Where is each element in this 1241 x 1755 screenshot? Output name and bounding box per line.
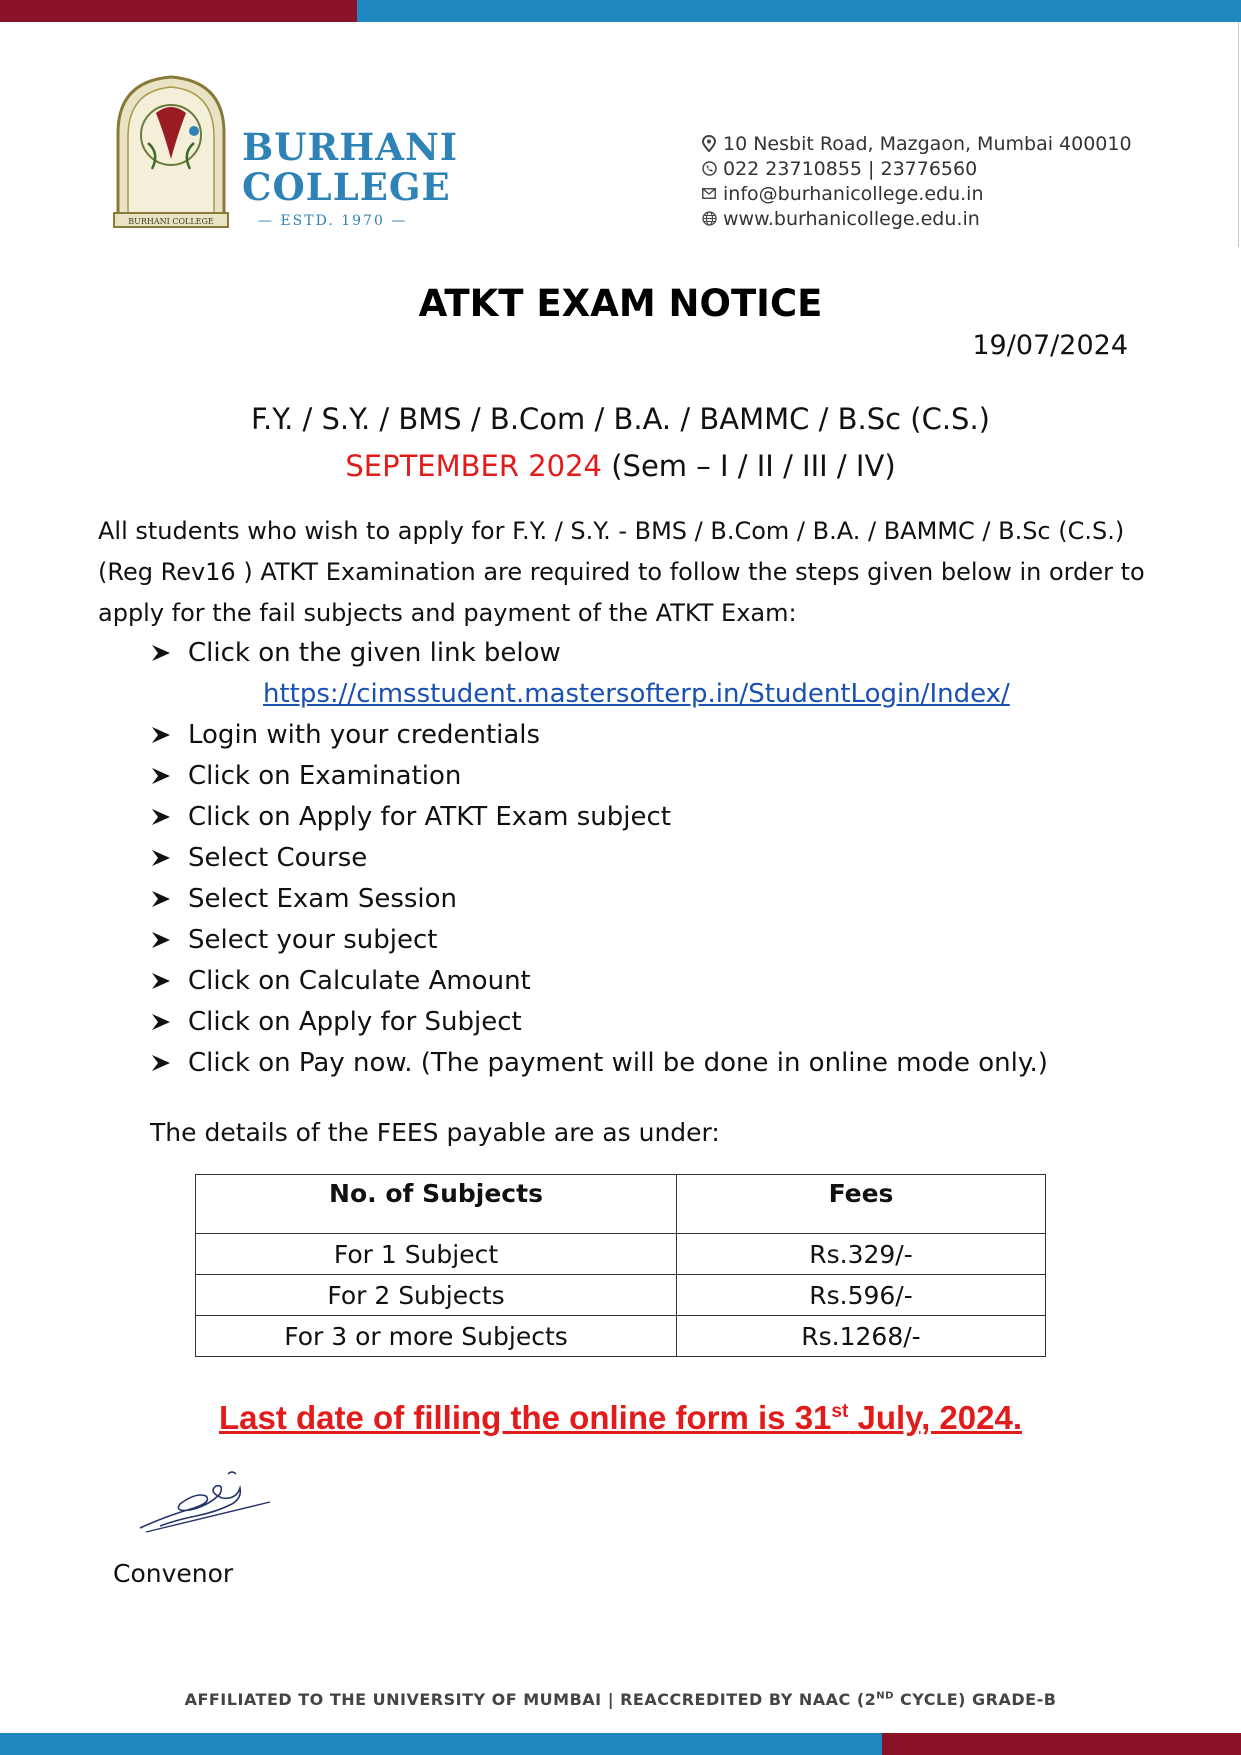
- step-item: [150, 796, 1150, 837]
- arrow-bullet-icon: [150, 726, 172, 744]
- cell-fees: Rs.329/-: [677, 1234, 1046, 1275]
- step-label: Click on Apply for ATKT Exam subject: [188, 801, 671, 832]
- page-edge-line: [1238, 22, 1239, 247]
- bottom-band-blue: [0, 1733, 882, 1755]
- table-row: [196, 1275, 1046, 1316]
- step-item: [150, 960, 1150, 1001]
- table-header-row: [196, 1175, 1046, 1234]
- cell-subjects: For 2 Subjects: [196, 1275, 677, 1316]
- step-label: Click on Examination: [188, 760, 462, 791]
- globe-icon: [700, 210, 718, 228]
- instruction-paragraph: All students who wish to apply for F.Y. / S.Y. - BMS / B.Com / B.A. / BAMMC / B.Sc (C.S.) (Reg Rev16 ) ATKT Examination are required to follow the steps given below in order to apply for the fail subjects and payment of the ATKT Exam:: [98, 517, 1145, 627]
- arrow-bullet-icon: [150, 808, 172, 826]
- footer-text: AFFILIATED TO THE UNIVERSITY OF MUMBAI | REACCREDITED BY NAAC (2: [184, 1690, 877, 1709]
- table-row: [196, 1316, 1046, 1357]
- step-item: [150, 1001, 1150, 1042]
- email-text[interactable]: info@burhanicollege.edu.in: [723, 182, 984, 205]
- address-text: 10 Nesbit Road, Mazgaon, Mumbai 400010: [723, 132, 1132, 155]
- arrow-bullet-icon: [150, 1013, 172, 1031]
- step-list: [150, 632, 1150, 1083]
- step-item: [150, 714, 1150, 755]
- step-label: Click on Apply for Subject: [188, 1006, 522, 1037]
- bottom-band-red: [882, 1733, 1241, 1755]
- fees-table: [195, 1174, 1046, 1357]
- arrow-bullet-icon: [150, 972, 172, 990]
- phone-row: [700, 156, 1170, 181]
- signatory-title: Convenor: [113, 1559, 234, 1588]
- step-item: [150, 837, 1150, 878]
- college-wordmark-line1: BURHANI: [242, 125, 459, 169]
- website-row: [700, 206, 1170, 231]
- step-label: Select Course: [188, 842, 368, 873]
- deadline-ordinal: st: [831, 1401, 849, 1422]
- step-label: Login with your credentials: [188, 719, 541, 750]
- course-list: F.Y. / S.Y. / BMS / B.Com / B.A. / BAMMC / B.Sc (C.S.): [251, 402, 990, 436]
- top-band-red: [0, 0, 357, 22]
- college-logo: [108, 73, 459, 233]
- college-wordmark-line2: COLLEGE: [242, 165, 451, 209]
- svg-text:BURHANI COLLEGE: BURHANI COLLEGE: [128, 217, 214, 226]
- step-label: Click on Pay now. (The payment will be done in online mode only.): [188, 1047, 1048, 1078]
- arrow-bullet-icon: [150, 644, 172, 662]
- student-login-link[interactable]: https://cimsstudent.mastersofterp.in/StudentLogin/Index/: [263, 678, 1010, 709]
- column-header-fees: Fees: [677, 1175, 1046, 1234]
- arrow-bullet-icon: [150, 849, 172, 867]
- mail-icon: [700, 185, 718, 203]
- session-semesters: (Sem – I / II / III / IV): [602, 449, 896, 483]
- session-month: SEPTEMBER 2024: [345, 449, 603, 483]
- arrow-bullet-icon: [150, 890, 172, 908]
- established-year: — ESTD. 1970 —: [258, 213, 408, 229]
- footer-ordinal: ND: [876, 1690, 894, 1702]
- column-header-subjects: No. of Subjects: [196, 1175, 677, 1234]
- step-item: [150, 755, 1150, 796]
- step-label: Select Exam Session: [188, 883, 458, 914]
- address-row: [700, 131, 1170, 156]
- step-label: Click on Calculate Amount: [188, 965, 531, 996]
- step-item-link: [150, 632, 1150, 673]
- fees-intro: The details of the FEES payable are as under:: [150, 1118, 720, 1147]
- top-band-blue: [357, 0, 1241, 22]
- deadline-date: July, 2024.: [848, 1399, 1022, 1436]
- contact-block: [700, 131, 1170, 231]
- step-label: Select your subject: [188, 924, 438, 955]
- arrow-bullet-icon: [150, 1054, 172, 1072]
- table-row: [196, 1234, 1046, 1275]
- deadline-notice: [0, 1399, 1241, 1437]
- website-text[interactable]: www.burhanicollege.edu.in: [723, 207, 980, 230]
- footer-text-end: CYCLE) GRADE-B: [893, 1690, 1057, 1709]
- student-login-link-row: [150, 673, 1150, 714]
- step-label: Click on the given link below: [188, 637, 561, 668]
- location-pin-icon: [700, 135, 718, 153]
- email-row: [700, 181, 1170, 206]
- exam-session: [0, 449, 1241, 483]
- step-item: [150, 878, 1150, 919]
- step-item: [150, 919, 1150, 960]
- arrow-bullet-icon: [150, 931, 172, 949]
- deadline-text: Last date of filling the online form is 31: [219, 1399, 832, 1436]
- step-item: [150, 1042, 1150, 1083]
- cell-subjects: For 3 or more Subjects: [196, 1316, 677, 1357]
- notice-title: ATKT EXAM NOTICE: [418, 282, 823, 325]
- affiliation-footer: [0, 1690, 1241, 1709]
- cell-subjects: For 1 Subject: [196, 1234, 677, 1275]
- phone-icon: [700, 160, 718, 178]
- arrow-bullet-icon: [150, 767, 172, 785]
- notice-date: 19/07/2024: [972, 330, 1128, 361]
- convenor-signature: [136, 1468, 272, 1540]
- cell-fees: Rs.596/-: [677, 1275, 1046, 1316]
- cell-fees: Rs.1268/-: [677, 1316, 1046, 1357]
- phone-text: 022 23710855 | 23776560: [723, 157, 978, 180]
- college-seal-icon: [108, 73, 234, 231]
